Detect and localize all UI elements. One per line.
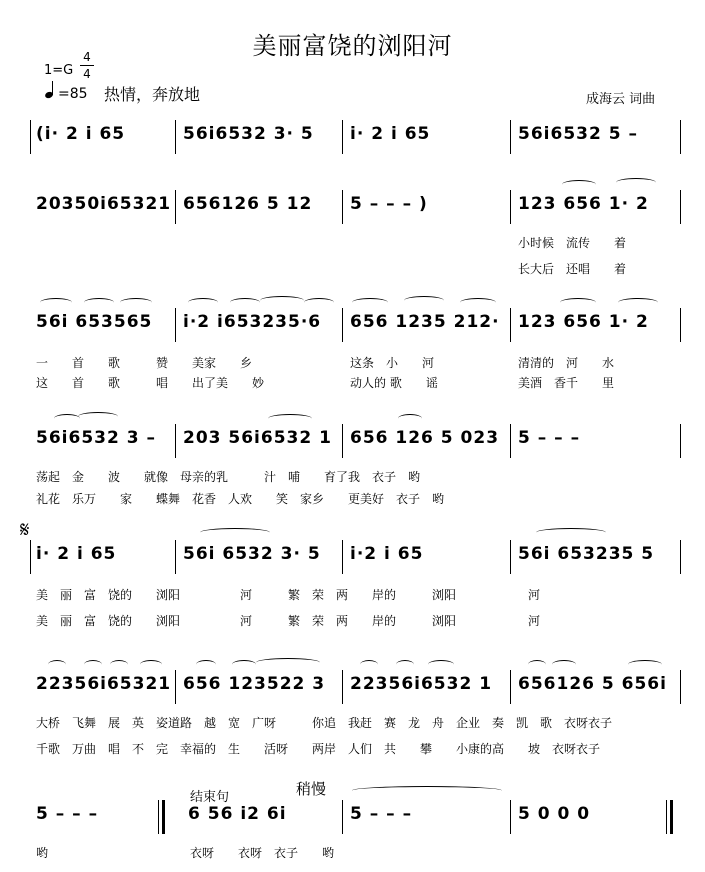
measure: 5 – – – xyxy=(350,804,413,824)
lyric-line-2c: 美酒 香千 里 xyxy=(518,376,615,390)
measure: i·2 i653235·6 xyxy=(183,312,322,332)
slur xyxy=(428,660,454,669)
barline xyxy=(510,424,511,458)
measure: 656126 5 656i xyxy=(518,674,667,694)
measure: 5 0 0 0 xyxy=(518,804,591,824)
lyric-line-2: 千歌 万曲 唱 不 完 幸福的 生 活呀 两岸 人们 共 攀 小康的高 坡 衣呀衣子 xyxy=(36,742,601,756)
slur xyxy=(396,660,414,669)
lyric-line-1a: 哟 xyxy=(36,846,49,860)
measure: 56i6532 3· 5 xyxy=(183,124,314,144)
slur xyxy=(552,660,576,669)
lyric-line-1b: 这条 小 河 xyxy=(350,356,435,370)
tempo-change-label: 稍慢 xyxy=(296,780,327,798)
tempo-marking xyxy=(44,84,88,102)
barline xyxy=(342,190,343,224)
measure: 656 126 5 023 xyxy=(350,428,500,448)
barline xyxy=(158,800,159,834)
slur xyxy=(618,298,658,307)
quarter-note-icon xyxy=(44,84,58,98)
lyric-line-1: 大桥 飞舞 展 英 姿道路 越 宽 广呀 你追 我赶 赛 龙 舟 企业 奏 凯 歌 衣呀衣子 xyxy=(36,716,613,730)
measure: 5 – – – xyxy=(36,804,99,824)
lyric-line-1: 小时候 流传 着 xyxy=(518,236,627,250)
barline xyxy=(175,424,176,458)
slur xyxy=(562,180,596,189)
lyric-line-2: 美 丽 富 饶的 浏阳 河 繁 荣 两 岸的 浏阳 河 xyxy=(36,614,541,628)
slur xyxy=(120,298,152,307)
lyric-line-2b: 动人的 歌 谣 xyxy=(350,376,438,390)
slur xyxy=(352,786,502,795)
measure: i· 2 i 65 xyxy=(350,124,431,144)
measure: 56i 653565 xyxy=(36,312,153,332)
slur xyxy=(268,414,312,423)
time-bottom: 4 xyxy=(83,67,91,81)
lyric-line-1: 荡起 金 波 就像 母亲的乳 汁 哺 育了我 衣子 哟 xyxy=(36,470,421,484)
barline xyxy=(680,424,681,458)
slur xyxy=(110,660,128,669)
barline xyxy=(510,670,511,704)
barline xyxy=(510,120,511,154)
slur xyxy=(260,296,304,305)
measure: 123 656 1· 2 xyxy=(518,312,649,332)
time-signature xyxy=(80,50,94,81)
lyric-line-2a: 这 首 歌 唱 出了美 妙 xyxy=(36,376,265,390)
expression-marking: 热情，奔放地 xyxy=(104,85,201,104)
key-signature: 1=G xyxy=(44,63,74,78)
barline xyxy=(680,540,681,574)
measure: 22356i65321 xyxy=(36,674,172,694)
composer-credit: 成海云 词曲 xyxy=(586,92,656,107)
measure: 56i6532 3 – xyxy=(36,428,156,448)
barline xyxy=(666,800,667,834)
time-divider xyxy=(80,65,94,66)
barline xyxy=(30,120,31,154)
slur xyxy=(84,660,102,669)
repeat-barline xyxy=(162,800,165,834)
slur xyxy=(352,298,388,307)
song-title: 美丽富饶的浏阳河 xyxy=(252,32,453,60)
barline xyxy=(342,308,343,342)
measure: 20350i65321 xyxy=(36,194,172,214)
tempo-value: =85 xyxy=(58,86,88,102)
measure: i·2 i 65 xyxy=(350,544,424,564)
measure: 203 56i6532 1 xyxy=(183,428,332,448)
measure: 22356i6532 1 xyxy=(350,674,493,694)
measure: 123 656 1· 2 xyxy=(518,194,649,214)
lyric-line-2: 长大后 还唱 着 xyxy=(518,262,627,276)
segno-icon: 𝄋 xyxy=(20,518,30,543)
lyric-line-1c: 清清的 河 水 xyxy=(518,356,615,370)
slur xyxy=(460,298,496,307)
measure: 6 56 i2 6i xyxy=(188,804,287,824)
lyric-line-1a: 一 首 歌 赞 美家 乡 xyxy=(36,356,253,370)
measure: i· 2 i 65 xyxy=(36,544,117,564)
barline xyxy=(680,670,681,704)
coda-label: 结束句 xyxy=(190,790,230,805)
barline xyxy=(175,190,176,224)
measure: 656 123522 3 xyxy=(183,674,326,694)
measure: 56i 6532 3· 5 xyxy=(183,544,321,564)
slur xyxy=(360,660,378,669)
barline xyxy=(175,120,176,154)
slur xyxy=(560,298,596,307)
slur xyxy=(536,528,606,537)
slur xyxy=(616,178,656,187)
barline xyxy=(175,540,176,574)
barline xyxy=(342,800,343,834)
slur xyxy=(40,298,72,307)
measure: 56i6532 5 – xyxy=(518,124,638,144)
barline xyxy=(680,120,681,154)
lyric-line-1b: 衣呀 衣呀 衣子 哟 xyxy=(190,846,335,860)
barline xyxy=(510,800,511,834)
barline xyxy=(175,308,176,342)
barline xyxy=(342,540,343,574)
barline xyxy=(342,670,343,704)
slur xyxy=(628,660,662,669)
measure: 5 – – – ) xyxy=(350,194,428,214)
lyric-line-2: 礼花 乐万 家 蝶舞 花香 人欢 笑 家乡 更美好 衣子 哟 xyxy=(36,492,445,506)
measure: 5 – – – xyxy=(518,428,581,448)
slur xyxy=(528,660,546,669)
slur xyxy=(54,414,80,423)
barline xyxy=(510,190,511,224)
slur xyxy=(84,298,114,307)
slur xyxy=(304,298,334,307)
barline xyxy=(342,424,343,458)
slur xyxy=(78,412,118,421)
slur xyxy=(196,660,216,669)
slur xyxy=(256,658,320,667)
slur xyxy=(398,414,422,423)
barline xyxy=(342,120,343,154)
barline xyxy=(680,308,681,342)
lyric-line-1: 美 丽 富 饶的 浏阳 河 繁 荣 两 岸的 浏阳 河 xyxy=(36,588,541,602)
measure: 56i 653235 5 xyxy=(518,544,655,564)
slur xyxy=(232,660,256,669)
barline xyxy=(510,540,511,574)
slur xyxy=(404,296,444,305)
barline xyxy=(510,308,511,342)
slur xyxy=(140,660,162,669)
time-top: 4 xyxy=(83,50,91,64)
final-barline xyxy=(670,800,673,834)
barline xyxy=(30,540,31,574)
slur xyxy=(230,298,260,307)
barline xyxy=(175,670,176,704)
measure: 656126 5 12 xyxy=(183,194,313,214)
barline xyxy=(680,190,681,224)
measure: 656 1235 212· xyxy=(350,312,500,332)
measure: (i· 2 i 65 xyxy=(36,124,126,144)
slur xyxy=(188,298,218,307)
slur xyxy=(48,660,66,669)
slur xyxy=(200,528,270,537)
